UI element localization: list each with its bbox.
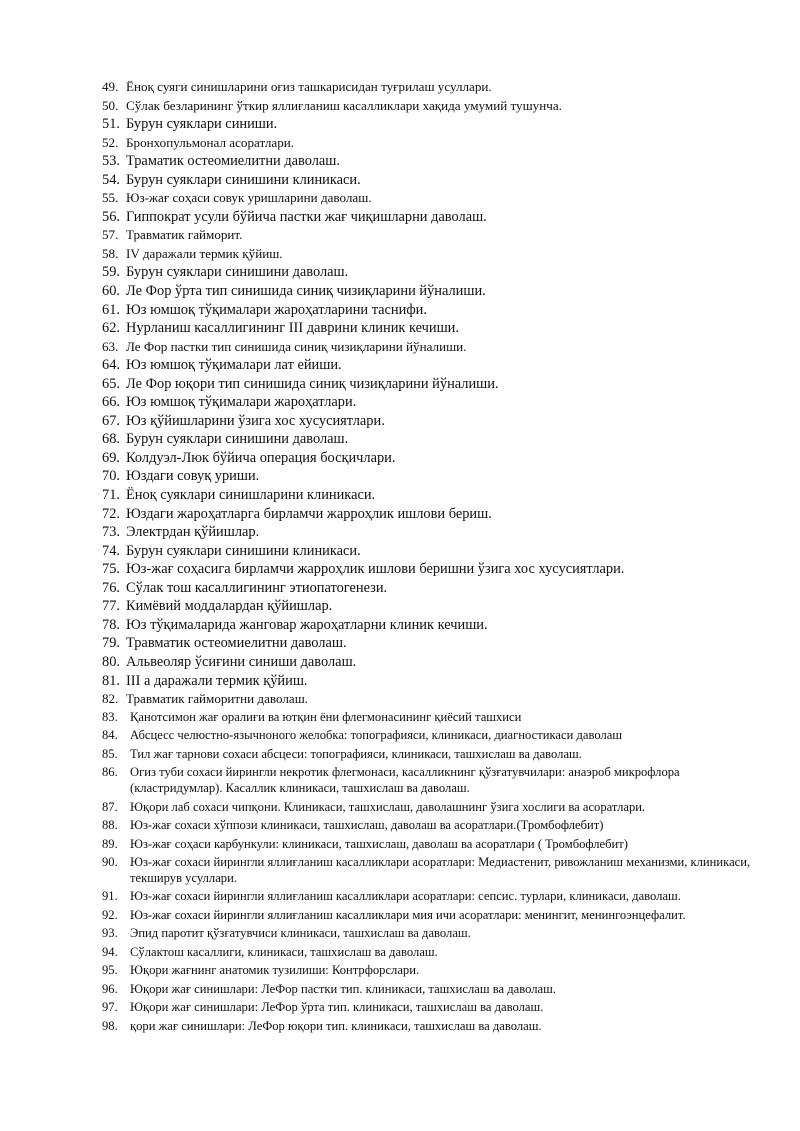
list-item: [102, 727, 752, 745]
item-number: 66.: [102, 394, 120, 411]
item-number: 97.: [102, 1000, 118, 1015]
list-item: [102, 653, 752, 672]
item-number: 49.: [102, 79, 119, 94]
item-text: Электрдан қўйишлар.: [126, 524, 260, 541]
item-number: 70.: [102, 468, 120, 485]
item-text: Абсцесс челюстно-язычноного желобка: топографияси, клиникаси, диагностикаси даволаш: [130, 728, 623, 743]
item-text: Сўлак безларининг ўткир яллиғланиш касалликлари хақида умумий тушунча.: [126, 97, 562, 113]
item-number: 63.: [102, 338, 119, 354]
item-number: 92.: [102, 907, 118, 922]
list-item: [102, 171, 752, 190]
list-item: [102, 301, 752, 320]
item-text: Травматик гайморитни даволаш.: [126, 691, 309, 707]
item-text: IV даражали термик қўйиш.: [126, 245, 283, 261]
list-item: [102, 467, 752, 486]
question-list: [102, 78, 752, 1036]
list-item: [102, 634, 752, 653]
item-number: 96.: [102, 981, 118, 996]
item-number: 64.: [102, 357, 120, 374]
list-item: [102, 1017, 752, 1035]
list-item: [102, 672, 752, 691]
item-number: 52.: [102, 134, 119, 150]
list-item: [102, 616, 752, 635]
item-text: Ле Фор пастки тип синишида синиқ чизиқларини йўналиши.: [126, 338, 467, 354]
item-text: Травматик гайморит.: [126, 227, 243, 243]
list-item: [102, 962, 752, 980]
item-number: 78.: [102, 616, 120, 633]
item-number: 81.: [102, 672, 120, 689]
list-item: [102, 523, 752, 542]
item-number: 80.: [102, 653, 120, 670]
list-item: [102, 245, 752, 264]
item-number: 60.: [102, 283, 120, 300]
item-text: Юз юмшоқ тўқималари жароҳатларини таснифи.: [126, 301, 427, 318]
list-item: [102, 226, 752, 245]
list-item: [102, 709, 752, 727]
list-item: [102, 430, 752, 449]
list-item: [102, 906, 752, 924]
item-text: Тил жағ тарнови сохаси абсцеси: топографияси, клиникаси, ташхислаш ва даволаш.: [130, 746, 582, 761]
list-item: [102, 999, 752, 1017]
list-item: [102, 542, 752, 561]
list-item: [102, 449, 752, 468]
item-number: 94.: [102, 944, 118, 959]
item-number: 98.: [102, 1018, 118, 1033]
list-item: [102, 263, 752, 282]
item-text: Кимёвий моддалардан қўйишлар.: [126, 598, 333, 615]
list-item: [102, 319, 752, 338]
item-text: Гиппократ усули бўйича пастки жағ чиқишларни даволаш.: [126, 208, 487, 225]
item-number: 77.: [102, 598, 120, 615]
item-number: 51.: [102, 116, 120, 133]
item-number: 85.: [102, 746, 118, 761]
item-number: 86.: [102, 765, 118, 780]
item-text: Бронхопульмонал асоратлари.: [126, 134, 295, 150]
item-number: 68.: [102, 431, 120, 448]
item-number: 76.: [102, 579, 120, 596]
item-text: Бурун суяклари синишини даволаш.: [126, 431, 349, 448]
list-item: [102, 282, 752, 301]
item-text: Нурланиш касаллигининг III даврини клиник кечиши.: [126, 320, 459, 337]
item-text: Сўлак тош касаллигининг этиопатогенези.: [126, 579, 388, 596]
list-item: [102, 888, 752, 906]
item-number: 74.: [102, 542, 120, 559]
list-item: [102, 375, 752, 394]
item-text: Бурун суяклари синишини даволаш.: [126, 264, 349, 281]
item-number: 59.: [102, 264, 120, 281]
item-text: Юқори жағнинг анатомик тузилиши: Контрфорслари.: [130, 963, 420, 978]
item-number: 79.: [102, 635, 120, 652]
item-text: Юз-жағ соҳаси карбункули: клиникаси, ташхислаш, даволаш ва асоратлари ( Тромбофлебит): [130, 836, 628, 851]
item-text: Бурун суяклари синиши.: [126, 116, 278, 133]
item-number: 84.: [102, 728, 118, 743]
item-text: Колдуэл-Люк бўйича операция босқичлари.: [126, 449, 396, 466]
item-number: 73.: [102, 524, 120, 541]
item-number: 88.: [102, 818, 118, 833]
item-number: 95.: [102, 963, 118, 978]
list-item: [102, 597, 752, 616]
list-item: [102, 134, 752, 153]
item-number: 82.: [102, 691, 119, 707]
item-text: Траматик остеомиелитни даволаш.: [126, 153, 340, 170]
item-text: қори жағ синишлари: ЛеФор юқори тип. клиникаси, ташхислаш ва даволаш.: [130, 1018, 542, 1033]
item-text: Эпид паротит қўзғатувчиси клиникаси, ташхислаш ва даволаш.: [130, 926, 471, 941]
item-text: Қанотсимон жағ оралиғи ва ютқин ёни флегмонасининг қиёсий ташхиси: [130, 709, 522, 724]
item-text: Юз-жағ соҳасига бирламчи жарроҳлик ишлови беришни ўзига хос хусусиятлари.: [126, 561, 625, 578]
item-text: Юздаги совуқ уриши.: [126, 468, 260, 485]
item-text: Бурун суяклари синишини клиникаси.: [126, 171, 361, 188]
item-text: Ёноқ суяги синишларини оғиз ташкарисидан туғрилаш усуллари.: [126, 79, 492, 94]
item-number: 69.: [102, 449, 120, 466]
item-text: Огиз туби сохаси йирингли некротик флегмонаси, касалликнинг қўзғатувчилари: анаэроб микрофлора (кластридумлар). Касаллик клиникаси, ташхислаш ва даволаш.: [130, 765, 680, 796]
list-item: [102, 338, 752, 357]
item-number: 83.: [102, 709, 118, 724]
item-number: 62.: [102, 320, 120, 337]
item-number: 75.: [102, 561, 120, 578]
list-item: [102, 925, 752, 943]
item-text: Юз-жағ сохаси хўппози клиникаси, ташхислаш, даволаш ва асоратлари.(Тромбофлебит): [130, 818, 604, 833]
item-text: Юз-жағ сохаси йирингли яллиғланиш касалликлари мия ичи асоратлари: менингит, менингоэнцефалит.: [130, 907, 686, 922]
item-number: 53.: [102, 153, 120, 170]
list-item: [102, 486, 752, 505]
item-text: Травматик остеомиелитни даволаш.: [126, 635, 347, 652]
item-number: 90.: [102, 855, 118, 870]
item-text: Юз юмшоқ тўқималари жароҳатлари.: [126, 394, 357, 411]
list-item: [102, 189, 752, 208]
item-text: Юз-жағ сохаси йирингли яллиғланиш касалликлари асоратлари: Медиастенит, ривожланиш механизми, клиникаси, текширув усуллари.: [130, 855, 751, 885]
list-item: [102, 746, 752, 764]
item-text: Ле Фор ўрта тип синишида синиқ чизиқларини йўналиши.: [126, 283, 486, 300]
item-text: Ёноқ суяклари синишларини клиникаси.: [126, 487, 376, 504]
list-item: [102, 115, 752, 134]
list-item: [102, 835, 752, 853]
item-text: Юздаги жароҳатларга бирламчи жарроҳлик ишлови бериш.: [126, 505, 492, 522]
list-item: [102, 393, 752, 412]
item-text: Сўлактош касаллиги, клиникаси, ташхислаш ва даволаш.: [130, 944, 438, 959]
list-item: [102, 798, 752, 816]
item-number: 55.: [102, 190, 119, 206]
item-number: 87.: [102, 799, 118, 814]
item-text: Альвеоляр ўсиғини синиши даволаш.: [126, 653, 357, 670]
item-number: 89.: [102, 836, 118, 851]
list-item: [102, 817, 752, 835]
item-number: 54.: [102, 171, 120, 188]
item-text: Юқори жағ синишлари: ЛеФор пастки тип. клиникаси, ташхислаш ва даволаш.: [130, 981, 556, 996]
item-text: Ле Фор юқори тип синишида синиқ чизиқларини йўналиши.: [126, 375, 499, 392]
list-item: [102, 764, 752, 798]
item-number: 50.: [102, 97, 119, 113]
item-number: 91.: [102, 889, 118, 904]
item-text: Юз юмшоқ тўқималари лат ейиши.: [126, 357, 342, 374]
item-text: III а даражали термик қўйиш.: [126, 672, 308, 689]
list-item: [102, 943, 752, 961]
list-item: [102, 690, 752, 709]
item-number: 56.: [102, 208, 120, 225]
list-item: [102, 356, 752, 375]
list-item: [102, 560, 752, 579]
item-text: Юз тўқималарида жанговар жароҳатларни клиник кечиши.: [126, 616, 488, 633]
item-text: Юз-жағ сохаси йирингли яллиғланиш касалликлари асоратлари: сепсис. турлари, клиникаси, даволаш.: [130, 889, 681, 904]
list-item: [102, 97, 752, 116]
list-item: [102, 854, 752, 888]
item-text: Юз-жағ соҳаси совук уришларини даволаш.: [126, 190, 372, 206]
item-text: Юқори жағ синишлари: ЛеФор ўрта тип. клиникаси, ташхислаш ва даволаш.: [130, 1000, 544, 1015]
list-item: [102, 505, 752, 524]
list-item: [102, 208, 752, 227]
item-number: 71.: [102, 487, 120, 504]
list-item: [102, 579, 752, 598]
item-text: Юқори лаб сохаси чипқони. Клиникаси, ташхислаш, даволашнинг ўзига хослиги ва асоратлари.: [130, 799, 646, 814]
item-number: 67.: [102, 412, 120, 429]
item-number: 61.: [102, 301, 120, 318]
item-text: Юз қўйишларини ўзига хос хусусиятлари.: [126, 412, 385, 429]
item-number: 57.: [102, 227, 119, 243]
list-item: [102, 980, 752, 998]
list-item: [102, 152, 752, 171]
item-number: 58.: [102, 245, 119, 261]
list-item: [102, 412, 752, 431]
item-number: 65.: [102, 375, 120, 392]
item-text: Бурун суяклари синишини клиникаси.: [126, 542, 361, 559]
list-item: [102, 78, 752, 97]
item-number: 72.: [102, 505, 120, 522]
item-number: 93.: [102, 926, 118, 941]
